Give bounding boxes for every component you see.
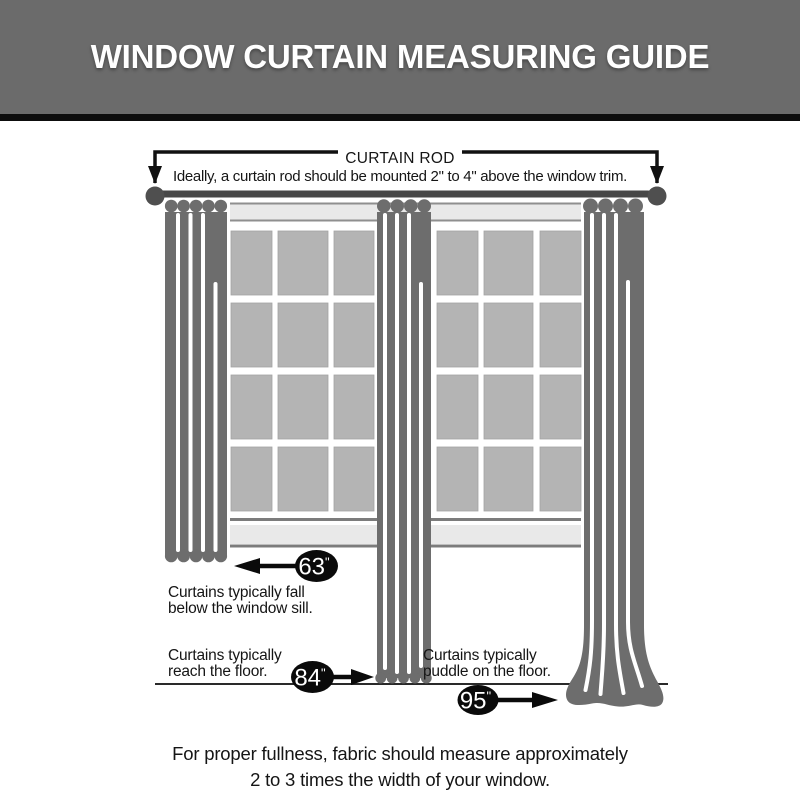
curtain-top-scallops bbox=[583, 199, 643, 214]
window-pane bbox=[437, 447, 478, 511]
arrow-left-icon bbox=[234, 558, 260, 574]
sill-caption-line2: below the window sill. bbox=[168, 600, 313, 617]
arrow-down-icon bbox=[148, 166, 162, 184]
rod-finial-icon bbox=[146, 187, 165, 206]
page-title: WINDOW CURTAIN MEASURING GUIDE bbox=[90, 38, 710, 75]
window-pane bbox=[540, 303, 581, 367]
curtain-top-scallops bbox=[165, 200, 227, 213]
window-pane bbox=[484, 303, 533, 367]
window-pane-grid-left bbox=[231, 231, 374, 511]
window-pane bbox=[540, 375, 581, 439]
window-pane bbox=[334, 231, 374, 295]
curtain-bottom-scallops bbox=[165, 550, 227, 563]
window-pane bbox=[278, 303, 328, 367]
window-pane bbox=[540, 447, 581, 511]
floor-caption-line2: reach the floor. bbox=[168, 663, 268, 680]
window-pane-grid-right bbox=[437, 231, 581, 511]
window-pane bbox=[334, 375, 374, 439]
measurement-floor bbox=[168, 647, 374, 693]
puddle-caption-line1: Curtains typically bbox=[423, 647, 537, 664]
window-pane bbox=[484, 375, 533, 439]
window-pane bbox=[484, 447, 533, 511]
window-pane bbox=[231, 375, 272, 439]
header-banner bbox=[0, 0, 800, 121]
window-pane bbox=[231, 303, 272, 367]
measure-badge-84-text: 84" bbox=[294, 664, 326, 692]
rod-callout-description: Ideally, a curtain rod should be mounted 2" to 4" above the window trim. bbox=[172, 168, 628, 185]
window-pane bbox=[278, 447, 328, 511]
arrow-right-icon bbox=[351, 669, 374, 685]
rod-finial-icon bbox=[648, 187, 667, 206]
measurement-puddle bbox=[423, 647, 558, 715]
window-pane bbox=[278, 375, 328, 439]
arrow-down-icon bbox=[650, 166, 664, 184]
window-pane bbox=[231, 447, 272, 511]
window-pane bbox=[231, 231, 272, 295]
footer-line-1: For proper fullness, fabric should measure approximately bbox=[172, 743, 628, 764]
measure-badge-63-text: 63" bbox=[298, 553, 330, 581]
footer-note bbox=[0, 741, 800, 792]
sill-caption-line1: Curtains typically fall bbox=[168, 584, 305, 601]
arrow-right-icon bbox=[532, 692, 558, 708]
window-pane bbox=[437, 303, 478, 367]
window-pane bbox=[278, 231, 328, 295]
window-pane bbox=[334, 303, 374, 367]
window-pane bbox=[334, 447, 374, 511]
rod-callout bbox=[148, 150, 664, 185]
window-pane bbox=[484, 231, 533, 295]
curtain-left bbox=[165, 200, 227, 563]
window-pane bbox=[437, 231, 478, 295]
rod-callout-label: CURTAIN ROD bbox=[345, 150, 455, 167]
curtain-middle bbox=[375, 199, 431, 683]
window-pane bbox=[437, 375, 478, 439]
curtain-panel bbox=[165, 212, 227, 556]
rod-bar bbox=[160, 191, 650, 198]
footer-line-2: 2 to 3 times the width of your window. bbox=[250, 768, 550, 790]
puddle-caption-line2: puddle on the floor. bbox=[423, 663, 551, 680]
measure-badge-95-text: 95" bbox=[459, 687, 492, 715]
floor-caption-line1: Curtains typically bbox=[168, 647, 282, 664]
window-pane bbox=[540, 231, 581, 295]
